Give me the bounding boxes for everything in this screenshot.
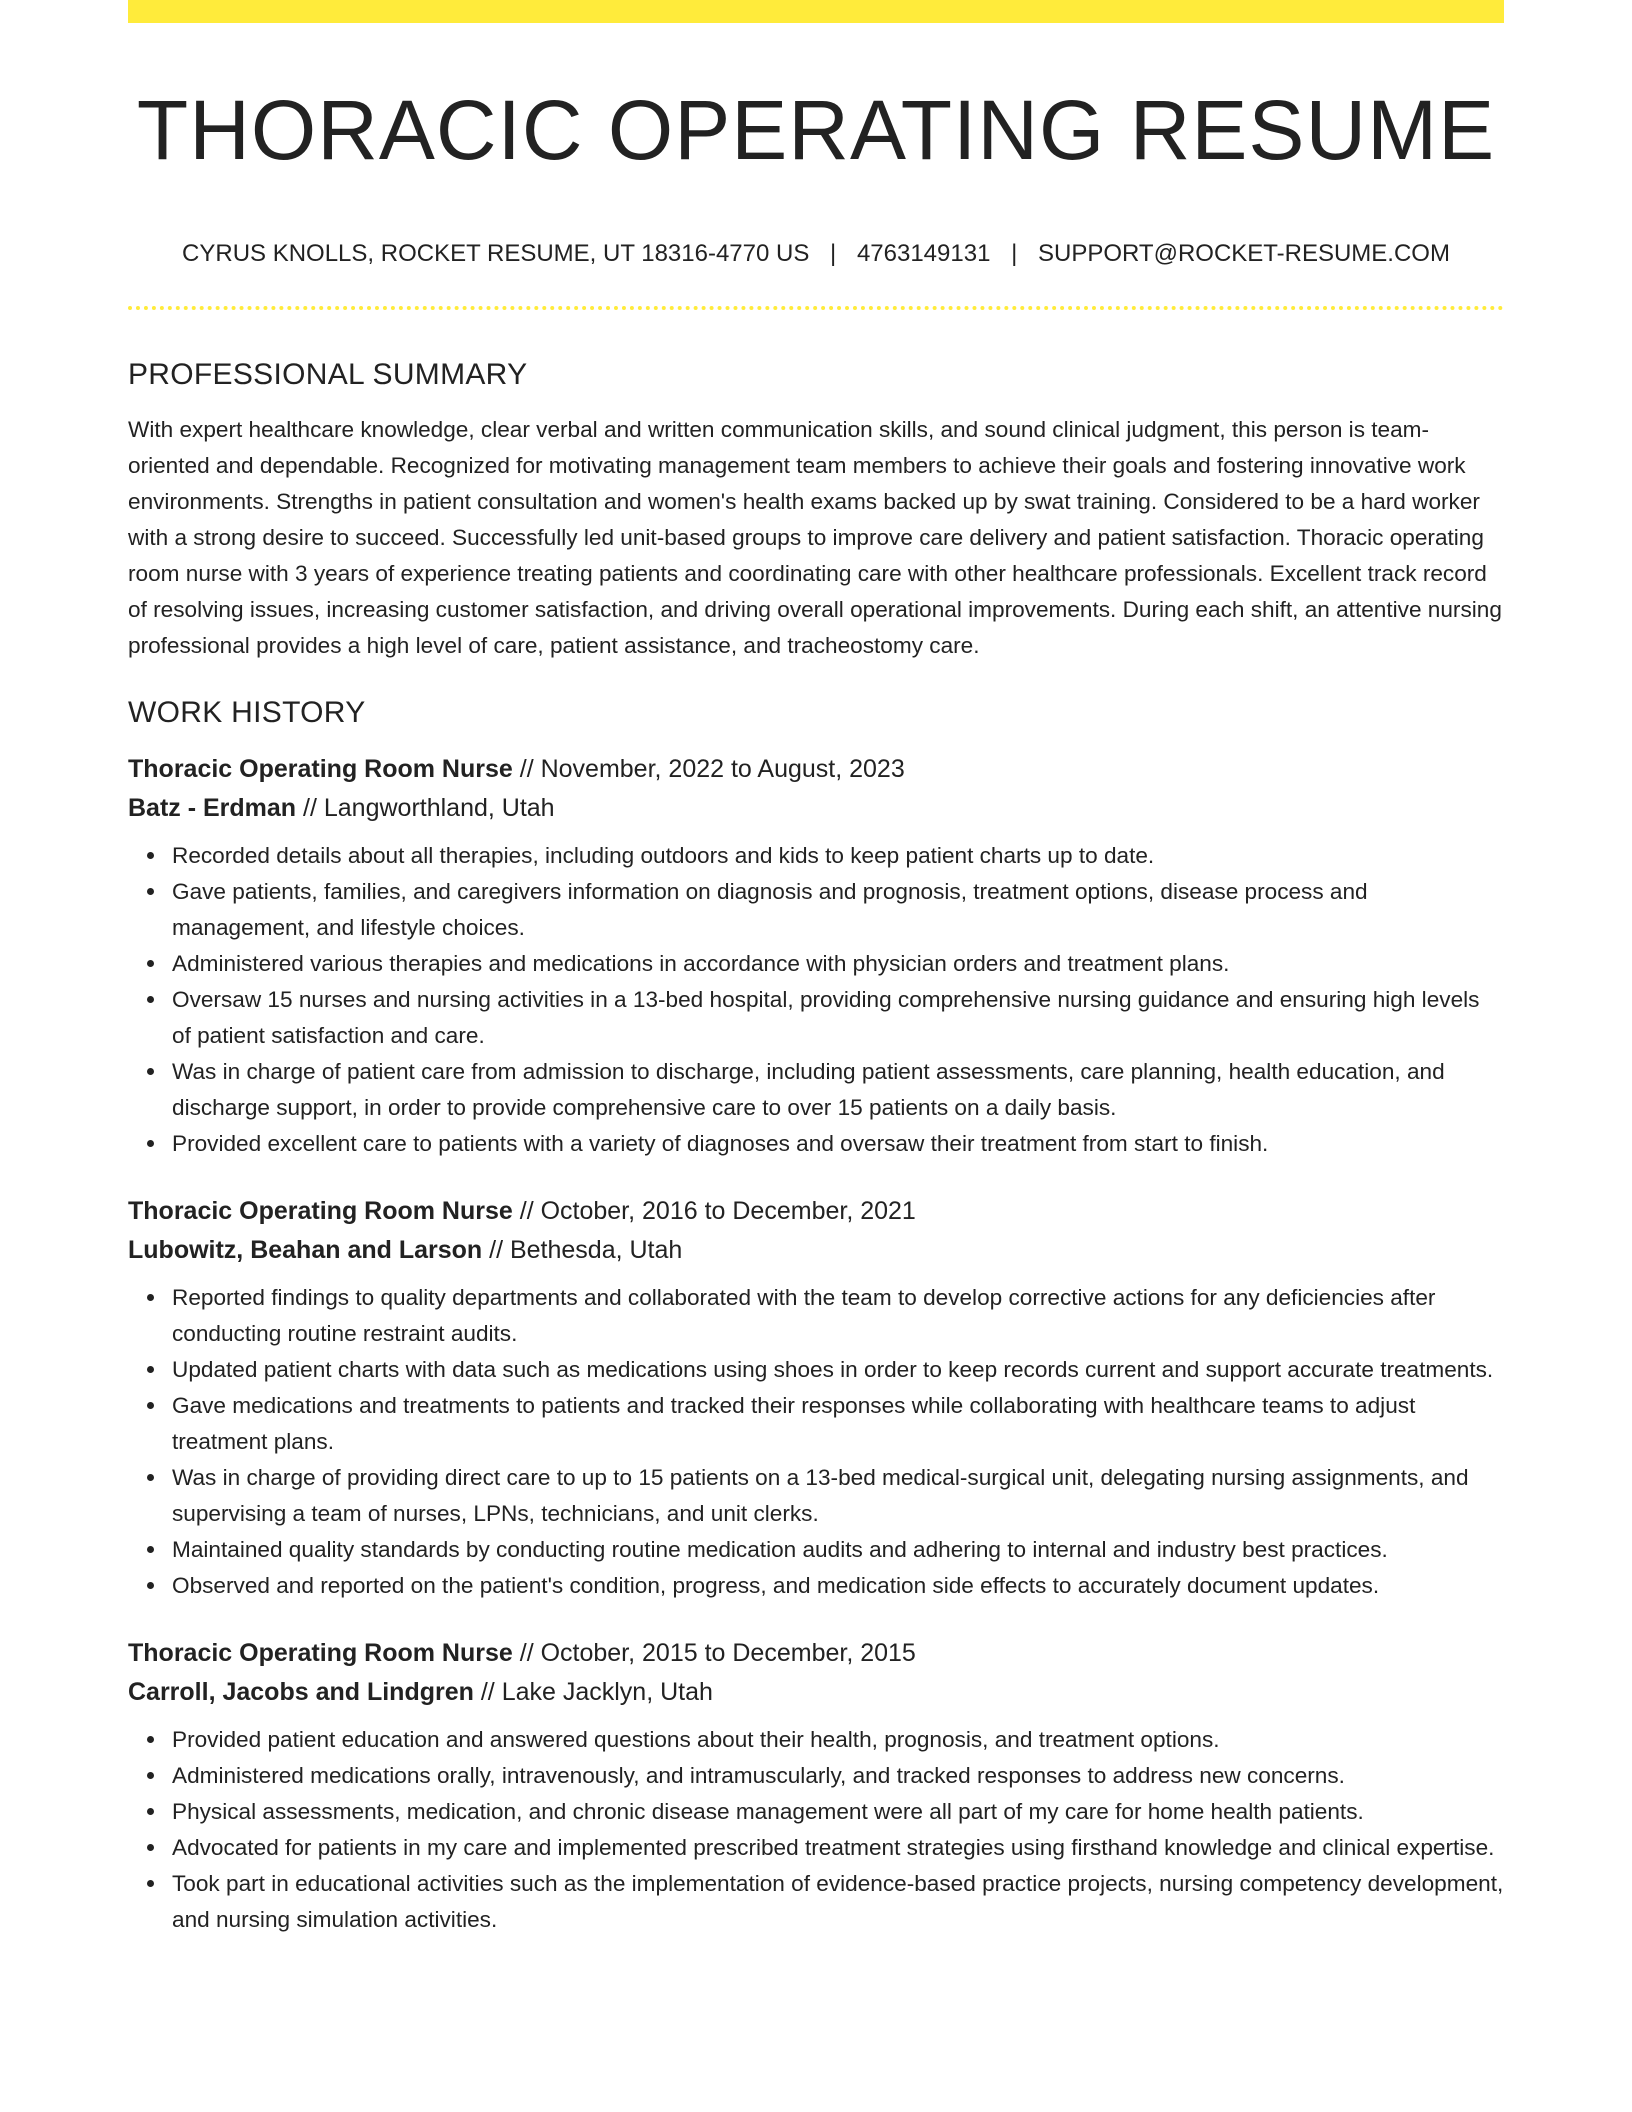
section-heading-work-history: WORK HISTORY [128, 696, 366, 729]
job-company-line [128, 1231, 1504, 1270]
job-bullet: Was in charge of patient care from admission to discharge, including patient assessments, care planning, health education, and discharge support, in order to provide comprehensive care to over 15 patients on a daily basis. [172, 1054, 1504, 1126]
contact-address: CYRUS KNOLLS, ROCKET RESUME, UT 18316-4770 US [182, 240, 810, 267]
job-bullet: Maintained quality standards by conducting routine medication audits and adhering to internal and industry best practices. [172, 1532, 1504, 1568]
contact-email: SUPPORT@ROCKET-RESUME.COM [1038, 240, 1450, 267]
job-bullet: Took part in educational activities such as the implementation of evidence-based practice projects, nursing competency development, and nursing simulation activities. [172, 1866, 1504, 1938]
job-bullet: Reported findings to quality departments and collaborated with the team to develop corrective actions for any deficiencies after conducting routine restraint audits. [172, 1280, 1504, 1352]
job-bullet: Gave patients, families, and caregivers information on diagnosis and prognosis, treatment options, disease process and management, and lifestyle choices. [172, 874, 1504, 946]
job-bullet: Updated patient charts with data such as medications using shoes in order to keep records current and support accurate treatments. [172, 1352, 1504, 1388]
job-bullet: Observed and reported on the patient's condition, progress, and medication side effects to accurately document updates. [172, 1568, 1504, 1604]
job-bullet: Recorded details about all therapies, including outdoors and kids to keep patient charts up to date. [172, 838, 1504, 874]
job-title-line [128, 1192, 1504, 1231]
section-heading-summary: PROFESSIONAL SUMMARY [128, 358, 528, 391]
work-history-section [128, 690, 1504, 1938]
resume-title: THORACIC OPERATING RESUME [136, 83, 1496, 177]
job-company: Carroll, Jacobs and Lindgren [128, 1678, 474, 1706]
job-location: // Langworthland, Utah [296, 794, 555, 822]
job-dates: // October, 2016 to December, 2021 [512, 1197, 916, 1225]
job-bullet: Administered various therapies and medications in accordance with physician orders and treatment plans. [172, 946, 1504, 982]
job-entry [128, 750, 1504, 1162]
job-title: Thoracic Operating Room Nurse [128, 755, 513, 783]
job-bullet-list [128, 1280, 1504, 1604]
professional-summary-section [128, 352, 1504, 664]
job-company-line [128, 1673, 1504, 1712]
job-company: Lubowitz, Beahan and Larson [128, 1236, 483, 1264]
job-bullet-list [128, 1722, 1504, 1938]
resume-body [128, 352, 1504, 1938]
job-bullet: Oversaw 15 nurses and nursing activities in a 13-bed hospital, providing comprehensive nursing guidance and ensuring high levels of patient satisfaction and care. [172, 982, 1504, 1054]
contact-phone: 4763149131 [856, 240, 991, 267]
contact-separator: | [830, 240, 837, 267]
contact-line [128, 236, 1504, 272]
job-title: Thoracic Operating Room Nurse [128, 1197, 513, 1225]
job-dates: // October, 2015 to December, 2015 [512, 1639, 916, 1667]
summary-paragraph: With expert healthcare knowledge, clear verbal and written communication skills, and sound clinical judgment, this person is team-oriented and dependable. Recognized for motivating management team members to achieve their goals and fostering innovative work environments. Strengths in patient consultation and women's health exams backed up by swat training. Considered to be a hard worker with a strong desire to succeed. Successfully led unit-based groups to improve care delivery and patient satisfaction. Thoracic operating room nurse with 3 years of experience treating patients and coordinating care with other healthcare professionals. Excellent track record of resolving issues, increasing customer satisfaction, and driving overall operational improvements. During each shift, an attentive nursing professional provides a high level of care, patient assistance, and tracheostomy care. [128, 417, 1502, 658]
job-location: // Lake Jacklyn, Utah [473, 1678, 713, 1706]
job-title-line [128, 1634, 1504, 1673]
accent-top-bar [128, 0, 1504, 23]
job-title-line [128, 750, 1504, 789]
job-bullet: Provided excellent care to patients with a variety of diagnoses and oversaw their treatment from start to finish. [172, 1126, 1504, 1162]
job-title: Thoracic Operating Room Nurse [128, 1639, 513, 1667]
job-entry [128, 1634, 1504, 1938]
job-company-line [128, 789, 1504, 828]
job-bullet: Gave medications and treatments to patients and tracked their responses while collaborating with healthcare teams to adjust treatment plans. [172, 1388, 1504, 1460]
job-dates: // November, 2022 to August, 2023 [512, 755, 905, 783]
dotted-divider [128, 306, 1504, 310]
job-location: // Bethesda, Utah [482, 1236, 683, 1264]
job-bullet: Provided patient education and answered questions about their health, prognosis, and treatment options. [172, 1722, 1504, 1758]
job-bullet: Physical assessments, medication, and chronic disease management were all part of my care for home health patients. [172, 1794, 1504, 1830]
job-bullet: Advocated for patients in my care and implemented prescribed treatment strategies using firsthand knowledge and clinical expertise. [172, 1830, 1504, 1866]
contact-separator: | [1011, 240, 1018, 267]
job-bullet: Was in charge of providing direct care to up to 15 patients on a 13-bed medical-surgical unit, delegating nursing assignments, and supervising a team of nurses, LPNs, technicians, and unit clerks. [172, 1460, 1504, 1532]
job-bullet: Administered medications orally, intravenously, and intramuscularly, and tracked responses to address new concerns. [172, 1758, 1504, 1794]
job-company: Batz - Erdman [128, 794, 297, 822]
job-entry [128, 1192, 1504, 1604]
job-bullet-list [128, 838, 1504, 1162]
